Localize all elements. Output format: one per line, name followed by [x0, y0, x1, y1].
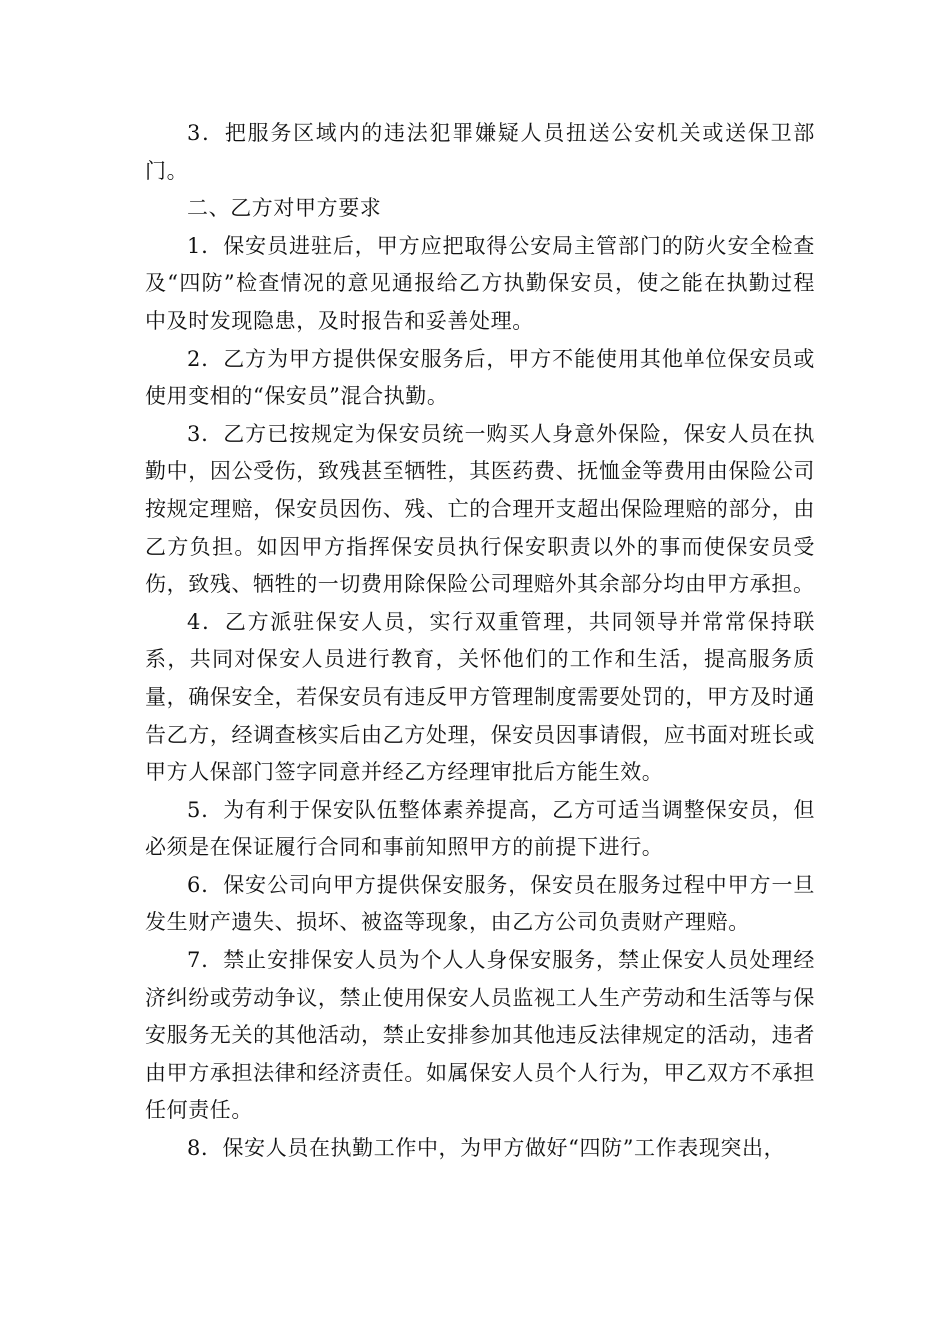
paragraph-requirement-5: 5．为有利于保安队伍整体素养提高，乙方可适当调整保安员，但必须是在保证履行合同和事前知照甲方的前提下进行。	[145, 797, 815, 860]
paragraph-requirement-6: 6．保安公司向甲方提供保安服务，保安员在服务过程中甲方一旦发生财产遗失、损坏、被盗等现象，由乙方公司负责财产理赔。	[145, 872, 815, 935]
paragraph-requirement-2: 2．乙方为甲方提供保安服务后，甲方不能使用其他单位保安员或使用变相的“保安员”混合执勤。	[145, 346, 815, 409]
paragraph-requirement-7: 7．禁止安排保安人员为个人人身保安服务，禁止保安人员处理经济纠纷或劳动争议，禁止使用保安人员监视工人生产劳动和生活等与保安服务无关的其他活动，禁止安排参加其他违反法律规定的活动，违者由甲方承担法律和经济责任。如属保安人员个人行为，甲乙双方不承担任何责任。	[145, 948, 815, 1123]
paragraph-requirement-1: 1．保安员进驻后，甲方应把取得公安局主管部门的防火安全检查及“四防”检查情况的意见通报给乙方执勤保安员，使之能在执勤过程中及时发现隐患，及时报告和妥善处理。	[145, 233, 815, 333]
paragraph-requirement-4: 4．乙方派驻保安人员，实行双重管理，共同领导并常常保持联系，共同对保安人员进行教育，关怀他们的工作和生活，提高服务质量，确保安全，若保安员有违反甲方管理制度需要处罚的，甲方及时通告乙方，经调查核实后由乙方处理，保安员因事请假，应书面对班长或甲方人保部门签字同意并经乙方经理审批后方能生效。	[145, 609, 815, 785]
paragraph-clause-3-escort: 3．把服务区域内的违法犯罪嫌疑人员扭送公安机关或送保卫部门。	[145, 121, 815, 183]
section-heading-requirements: 二、乙方对甲方要求	[187, 196, 382, 221]
paragraph-requirement-8: 8．保安人员在执勤工作中，为甲方做好“四防”工作表现突出，	[187, 1136, 786, 1161]
paragraph-requirement-3: 3．乙方已按规定为保安员统一购买人身意外保险，保安人员在执勤中，因公受伤，致残甚至牺牲，其医药费、抚恤金等费用由保险公司按规定理赔，保安员因伤、残、亡的合理开支超出保险理赔的部分，由乙方负担。如因甲方指挥保安员执行保安职责以外的事而使保安员受伤，致残、牺牲的一切费用除保险公司理赔外其余部分均由甲方承担。	[145, 421, 815, 597]
document-body	[145, 115, 815, 1168]
